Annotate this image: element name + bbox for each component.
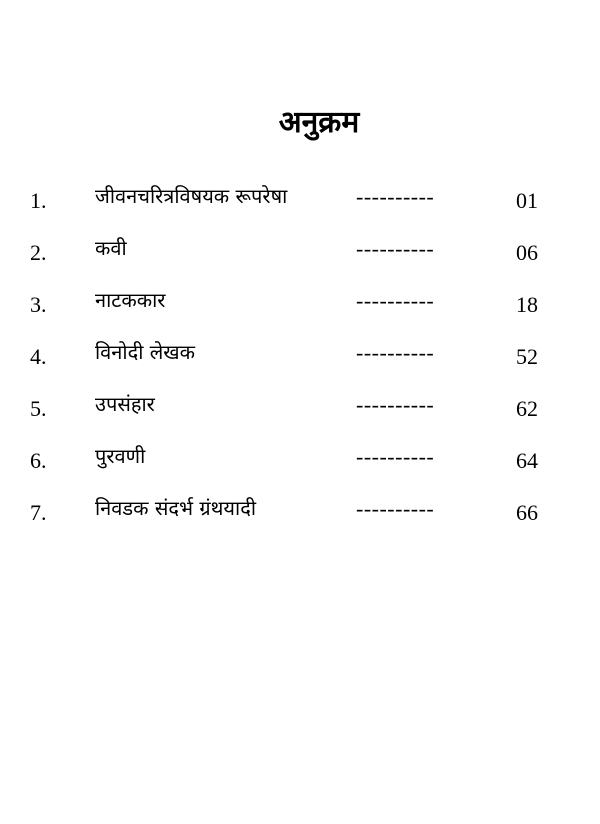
entry-leader: ---------- xyxy=(356,444,435,469)
toc-entry xyxy=(0,388,600,440)
entry-label: पुरवणी xyxy=(95,444,146,468)
entry-leader: ---------- xyxy=(356,236,435,261)
entry-label: निवडक संदर्भ ग्रंथयादी xyxy=(95,496,257,520)
entry-label: उपसंहार xyxy=(95,392,155,416)
toc-entry xyxy=(0,336,600,388)
toc-entry xyxy=(0,440,600,492)
toc-entry xyxy=(0,180,600,232)
toc-entry xyxy=(0,232,600,284)
entry-number: 4. xyxy=(30,344,47,369)
entry-number: 6. xyxy=(30,448,47,473)
entry-number: 3. xyxy=(30,292,47,317)
entry-leader: ---------- xyxy=(356,392,435,417)
entry-leader: ---------- xyxy=(356,184,435,209)
entry-label: जीवनचरित्रविषयक रूपरेषा xyxy=(95,184,288,208)
entry-page-number: 52 xyxy=(516,344,538,369)
entry-page-number: 64 xyxy=(516,448,538,473)
entry-page-number: 62 xyxy=(516,396,538,421)
entry-leader: ---------- xyxy=(356,288,435,313)
entry-label: कवी xyxy=(95,236,127,260)
entry-label: नाटककार xyxy=(95,288,166,312)
entry-page-number: 06 xyxy=(516,240,538,265)
entry-leader: ---------- xyxy=(356,496,435,521)
entry-number: 2. xyxy=(30,240,47,265)
entry-leader: ---------- xyxy=(356,340,435,365)
entry-label: विनोदी लेखक xyxy=(95,340,196,364)
entry-number: 1. xyxy=(30,188,47,213)
toc-entry xyxy=(0,492,600,544)
entry-page-number: 66 xyxy=(516,500,538,525)
toc-entry xyxy=(0,284,600,336)
entry-number: 7. xyxy=(30,500,47,525)
page-title: अनुक्रम xyxy=(278,105,360,140)
entry-page-number: 18 xyxy=(516,292,538,317)
table-of-contents xyxy=(0,180,600,544)
entry-number: 5. xyxy=(30,396,47,421)
entry-page-number: 01 xyxy=(516,188,538,213)
